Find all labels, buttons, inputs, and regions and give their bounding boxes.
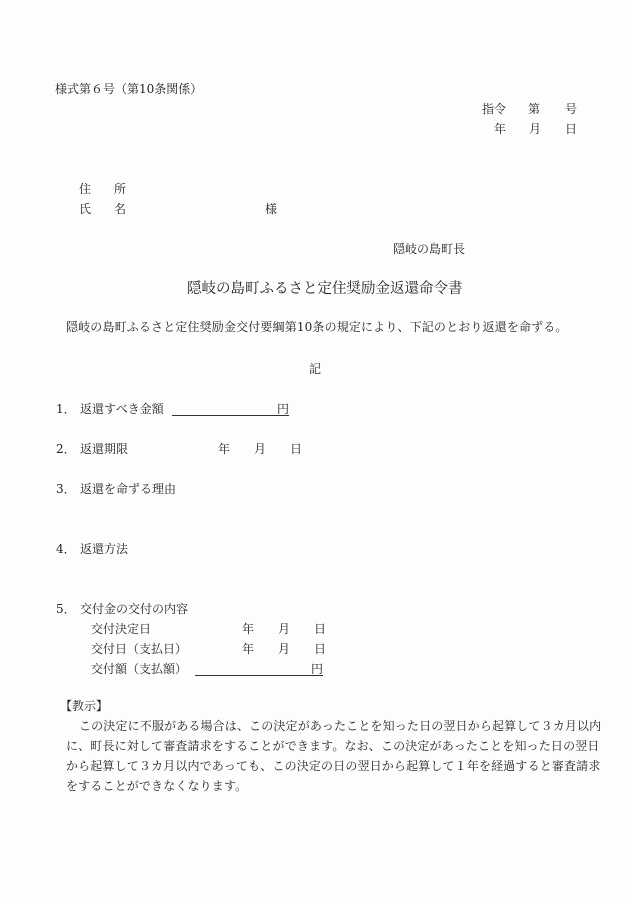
amount-underline xyxy=(172,415,289,416)
grant-payment-month: 月 xyxy=(278,642,291,656)
notice-line-2: に、町長に対して審査請求をすることができます。なお、この決定があったことを知った日の翌日 xyxy=(66,739,600,753)
reference-go: 号 xyxy=(565,102,578,116)
document-title: 隠岐の島町ふるさと定住奨励金返還命令書 xyxy=(187,281,463,297)
notice-line-4: をすることができなくなります。 xyxy=(66,779,248,793)
form-number: 様式第６号（第10条関係） xyxy=(55,82,203,96)
grant-decision-day: 日 xyxy=(314,622,327,636)
issuer: 隠岐の島町長 xyxy=(393,242,466,256)
item-2-month: 月 xyxy=(254,442,267,456)
grant-payment-year: 年 xyxy=(242,642,255,656)
item-2-number: 2． xyxy=(56,442,76,456)
notice-heading: 【教示】 xyxy=(60,699,109,713)
intro-text: 隠岐の島町ふるさと定住奨励金交付要綱第10条の規定により、下記のとおり返還を命ずる。 xyxy=(66,320,568,334)
honorific: 様 xyxy=(265,202,278,216)
name-label-2: 名 xyxy=(114,202,127,216)
grant-decision-date-label: 交付決定日 xyxy=(91,622,152,636)
item-5-label: 交付金の交付の内容 xyxy=(80,602,189,616)
address-label-1: 住 xyxy=(79,182,92,196)
grant-decision-month: 月 xyxy=(278,622,291,636)
item-3-number: 3． xyxy=(56,482,76,496)
item-2-day: 日 xyxy=(290,442,303,456)
reference-shirei: 指令 xyxy=(482,102,507,116)
item-5-number: 5． xyxy=(56,602,76,616)
notice-line-1: この決定に不服がある場合は、この決定があったことを知った日の翌日から起算して３カ月以内 xyxy=(79,719,602,733)
grant-amount-unit: 円 xyxy=(311,662,324,676)
reference-day: 日 xyxy=(565,122,578,136)
item-2-label: 返還期限 xyxy=(80,442,129,456)
name-label-1: 氏 xyxy=(79,202,92,216)
item-1-unit: 円 xyxy=(277,402,290,416)
reference-year: 年 xyxy=(494,122,507,136)
reference-month: 月 xyxy=(529,122,542,136)
reference-dai: 第 xyxy=(528,102,541,116)
address-label-2: 所 xyxy=(114,182,127,196)
item-4-label: 返還方法 xyxy=(80,542,129,556)
grant-payment-date-label: 交付日（支払日） xyxy=(91,642,188,656)
item-1-number: 1． xyxy=(56,402,76,416)
ki-label: 記 xyxy=(309,362,322,376)
grant-amount-underline xyxy=(195,675,323,676)
grant-payment-day: 日 xyxy=(314,642,327,656)
item-1-label: 返還すべき金額 xyxy=(80,402,164,416)
item-2-year: 年 xyxy=(218,442,231,456)
grant-amount-label: 交付額（支払額） xyxy=(91,662,188,676)
notice-line-3: から起算して３カ月以内であっても、この決定の日の翌日から起算して１年を経過すると審査請求 xyxy=(66,759,601,773)
item-4-number: 4． xyxy=(56,542,76,556)
grant-decision-year: 年 xyxy=(242,622,255,636)
item-3-label: 返還を命ずる理由 xyxy=(80,482,177,496)
